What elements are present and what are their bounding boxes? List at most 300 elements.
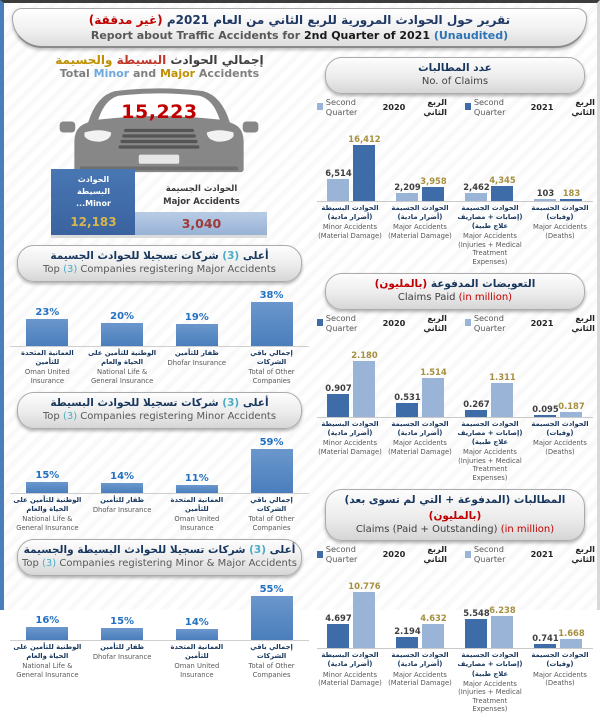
category-label-en: Major Accidents (Material Damage) [388,439,452,456]
category-label-ar: الحوادث البسيطة (أضرار مادية) [321,419,379,438]
claims-paid-bar-pair-1 [394,367,446,417]
content-columns [4,50,597,721]
claims-paid-bars [317,334,593,418]
report-title-english-seg-0: Report about Traffic Accidents for [90,28,304,42]
top-companies-minor-header [17,392,302,429]
legend-text-ar: الربع الثاني [571,96,595,117]
category-label-ar: ظفار للتأمين [174,348,219,357]
legend-text-en: Second Quarter [473,96,506,117]
category-label-en: Oman United Insurance [174,515,220,532]
claims-paid-outstanding-group-slot-2 [455,605,524,648]
category-label-ar: الحوادث الجسيمة (إصابات + مصاريف علاج طبية) [457,203,523,231]
category-label-3 [525,420,595,482]
bar [396,403,418,417]
category-label-0 [315,420,385,482]
claims-paid-title-ar-seg-1: (بالمليون) [374,278,428,291]
value-label: 1.514 [420,366,447,377]
percent-label: 23% [35,306,60,318]
bar [26,482,68,493]
claims-paid-title-en [328,292,582,305]
chart-claims-paid-outstanding [315,489,595,713]
legend-item-0 [315,97,447,117]
top-companies-minor-title-en-seg-2: Companies registering Minor Accidents [77,411,277,423]
value-label: 4.697 [325,613,352,624]
claims-paid-outstanding-bar-col-2-0 [463,608,489,648]
bar [251,449,293,493]
legend-text-en: Second Quarter [473,312,506,333]
category-label-en: Oman United Insurance [174,662,220,679]
category-label-en: Major Accidents (Injuries + Medical Treatment Expenses) [458,448,522,482]
bar [491,616,513,648]
legend-year: 2020 [382,549,406,560]
bar [26,627,68,640]
value-label: 183 [562,187,581,198]
bar [26,319,68,346]
category-label-3 [525,204,595,266]
category-label-en: Minor Accidents (Material Damage) [318,439,382,456]
no-of-claims-title-en [328,76,582,89]
category-label-3 [234,496,309,532]
claims-paid-outstanding-title-ar-seg-1: (بالمليون) [428,509,482,522]
category-label-ar: الحوادث الجسيمة (أضرار مادية) [391,651,449,669]
bar [396,637,418,648]
top-companies-minor-category-labels [10,496,309,532]
top-companies-minor-major-bar-group-0 [10,615,85,640]
total-accidents-title-en-seg-1: Minor [93,67,133,80]
bar [176,324,218,346]
claims-paid-outstanding-category-labels [315,651,595,713]
top-companies-minor-bar-group-1 [85,471,160,493]
top-companies-major-title-ar-seg-2: شركات تسجيلا للحوادث الجسيمة [50,250,223,262]
report-title-english-seg-1: 2nd Quarter of 2021 [304,28,434,42]
category-label-en: National Life & General Insurance [16,662,79,679]
major-accidents-value: 3,040 [181,216,222,231]
no-of-claims-group-slot-0 [317,134,386,201]
report-title-english-seg-2: (Unaudited) [433,28,509,42]
top-companies-major-bars [10,285,309,347]
bar [327,179,349,201]
category-label-3 [525,651,595,713]
claims-paid-group-slot-3 [524,401,593,417]
category-label-ar: العمانية المتحدة للتأمين [170,642,224,660]
chart-top-companies-minor [6,392,313,532]
total-accidents-title-ar-seg-2: والجسيمة [55,53,117,67]
percent-label: 19% [184,311,209,323]
bar [465,193,487,201]
total-accidents-title-ar [6,53,313,67]
bar [534,199,556,201]
percent-label: 11% [184,472,209,484]
minor-label-en: ...Minor [75,199,111,208]
no-of-claims-bar-pair-3 [532,188,584,201]
claims-paid-outstanding-group-slot-1 [386,613,455,648]
bar [422,187,444,201]
category-label-ar: العمانية المتحدة للتأمين [21,348,74,366]
value-label: 4.632 [420,613,447,624]
percent-label: 14% [110,470,135,482]
top-companies-minor-title-ar-seg-1: (3) [222,397,240,410]
claims-paid-outstanding-bar-col-1-0 [394,626,420,648]
bar [353,361,375,417]
total-accidents-title-ar-seg-0: إجمالي الحوادث [166,53,264,67]
category-label-ar: الحوادث الجسيمة (وفيات) [531,651,589,669]
top-companies-minor-title-ar-seg-2: شركات تسجيلا للحوادث البسيطة [50,397,223,410]
no-of-claims-title-ar [328,61,582,76]
legend-year: 2020 [382,317,406,328]
report-title-arabic [13,12,586,29]
category-label-1 [385,651,455,713]
category-label-en: National Life & General Insurance [16,515,79,532]
bar [560,639,582,648]
claims-paid-bar-pair-0 [325,350,377,417]
value-label: 6.238 [489,605,516,616]
value-label: 0.531 [394,391,421,402]
top-companies-minor-bar-group-2 [159,473,234,493]
category-label-en: Major Accidents (Injuries + Medical Treatment Expenses) [458,232,522,266]
value-label: 4,345 [489,174,516,185]
value-label: 103 [536,187,555,198]
no-of-claims-bar-pair-0 [325,133,381,201]
claims-paid-bar-pair-2 [463,372,515,417]
left-column [6,51,313,721]
category-label-en: Total of Other Companies [248,662,295,679]
top-companies-minor-bar-group-3 [234,437,309,493]
total-accidents-title-en-seg-0: Total [59,67,94,80]
top-companies-minor-major-category-labels [10,643,309,679]
legend-item-0 [315,313,447,333]
no-of-claims-group-slot-2 [455,175,524,201]
category-label-en: Dhofar Insurance [167,358,227,367]
legend-text-ar: الربع الثاني [423,96,447,117]
claims-paid-outstanding-bar-col-0-0 [325,613,351,648]
top-companies-minor-title-en-seg-0: Top [42,411,63,423]
value-label: 0.095 [532,403,559,414]
bar [327,394,349,417]
major-accidents-column [135,183,267,235]
chart-top-companies-major [6,245,313,385]
claims-paid-outstanding-bar-col-2-1 [489,605,515,648]
claims-paid-bar-col-0-1 [351,350,377,417]
percent-label: 55% [259,583,284,595]
major-label-ar: الحوادث الجسيمة [165,184,238,195]
report-title-arabic-seg-0: تقرير حول الحوادث المرورية للربع الثاني من العام 2021م [162,13,511,27]
bar [101,483,143,493]
claims-paid-outstanding-bar-pair-2 [463,605,515,648]
claims-paid-title-ar [328,277,582,292]
value-label: 10.776 [348,581,381,592]
no-of-claims-legend [315,97,595,117]
claims-paid-outstanding-title-ar [328,493,582,523]
category-label-ar: الحوادث الجسيمة (أضرار مادية) [391,203,449,221]
value-label: 1.668 [558,628,585,639]
no-of-claims-bar-col-3-1 [558,188,584,201]
top-companies-minor-major-title-ar-seg-2: شركات تسجيلا للحوادث البسيطة والجسيمة [23,544,250,557]
legend-swatch-0 [317,319,323,326]
value-label: 16,412 [348,133,381,144]
top-companies-minor-bar-group-0 [10,470,85,493]
category-label-0 [315,651,385,713]
legend-swatch-0 [317,551,323,558]
total-accidents-section [6,51,313,238]
value-label: 2.180 [351,349,378,360]
legend-swatch-1 [465,551,471,558]
claims-paid-outstanding-group-slot-3 [524,628,593,648]
top-companies-major-title-en-seg-0: Top [43,264,64,276]
minor-label-ar-line1: الحوادث [77,175,110,184]
minor-label-ar-line2: البسيطة [76,187,110,196]
bar [101,323,143,346]
top-companies-major-title-en-seg-1: (3) [63,264,78,276]
bar [422,378,444,417]
bar [534,644,556,648]
claims-paid-bar-col-1-1 [420,367,446,417]
value-label: 3,958 [420,175,447,186]
category-label-ar: ظفار للتأمين [100,495,145,504]
category-label-2 [455,204,525,266]
legend-text-en: Second Quarter [325,544,358,565]
category-label-1 [85,496,160,532]
category-label-en: National Life & General Insurance [90,368,154,385]
bar [176,485,218,493]
top-companies-minor-major-title-ar [20,543,299,558]
claims-paid-bar-col-2-0 [463,399,489,417]
chart-claims-paid [315,273,595,482]
top-companies-major-bar-group-0 [10,307,85,346]
value-label: 1.311 [489,371,516,382]
category-label-en: Dhofar Insurance [92,505,152,514]
category-label-ar: العمانية المتحدة للتأمين [170,495,224,513]
value-label: 2,462 [463,181,490,192]
report-header-banner [12,8,587,48]
minor-accidents-bar [51,169,135,235]
report-title-arabic-seg-1: (غير مدققة) [88,13,163,27]
claims-paid-outstanding-bar-col-1-1 [420,613,446,648]
no-of-claims-title-ar-seg-0: عدد المطالبات [418,62,492,74]
total-accidents-title-en [6,67,313,80]
category-label-0 [10,643,85,679]
claims-paid-header [325,273,585,310]
top-companies-minor-major-bars [10,579,309,641]
car-front-icon [51,81,267,173]
legend-text-ar: الربع الثاني [423,312,447,333]
category-label-en: Major Accidents (Material Damage) [388,670,452,688]
category-label-0 [10,496,85,532]
claims-paid-legend [315,313,595,333]
category-label-2 [455,420,525,482]
percent-label: 14% [184,616,209,628]
legend-swatch-1 [465,319,471,326]
category-label-en: Dhofar Insurance [92,652,152,661]
bar [560,199,582,201]
category-label-1 [85,349,160,385]
top-companies-minor-title-en-seg-1: (3) [62,411,78,423]
bar [353,592,375,648]
top-companies-minor-title-en [20,411,299,424]
category-label-ar: الحوادث الجسيمة (وفيات) [531,203,589,221]
top-companies-minor-major-bar-group-1 [85,616,160,640]
category-label-ar: الحوادث الجسيمة (وفيات) [531,419,589,438]
top-companies-major-bar-group-2 [159,312,234,346]
category-label-ar: الوطنية للتأمين على الحياة والعام [13,495,82,513]
no-of-claims-bars [317,118,593,202]
legend-text-ar: الربع الثاني [423,544,447,565]
claims-paid-outstanding-header [325,489,585,541]
category-label-en: Oman United Insurance [24,368,70,385]
category-label-en: Minor Accidents (Material Damage) [318,223,382,240]
bar [396,193,418,201]
claims-paid-outstanding-title-ar-seg-0: المطالبات (المدفوعة + التي لم تسوى بعد) [344,494,566,507]
top-companies-major-title-ar-seg-1: (3) [222,250,240,262]
no-of-claims-bar-col-3-0 [532,188,558,201]
top-companies-minor-title-ar [20,396,299,411]
top-companies-major-title-en [20,264,299,277]
no-of-claims-bar-col-0-1 [348,133,381,201]
bar [422,624,444,648]
category-label-ar: ظفار للتأمين [100,642,145,651]
legend-item-1 [463,544,595,564]
category-label-ar: الوطنية للتأمين على الحياة والعام [13,642,82,660]
minor-accidents-value: 12,183 [70,215,117,229]
value-label: 2,209 [394,181,421,192]
claims-paid-outstanding-bar-col-0-1 [348,581,381,648]
category-label-3 [234,643,309,679]
claims-paid-group-slot-2 [455,372,524,417]
legend-item-1 [463,97,595,117]
category-label-0 [315,204,385,266]
category-label-2 [455,651,525,713]
claims-paid-title-en-seg-1: (in million) [458,292,513,304]
claims-paid-bar-col-1-0 [394,392,420,417]
percent-label: 15% [35,469,60,481]
category-label-ar: الحوادث الجسيمة (أضرار مادية) [391,419,449,438]
value-label: 0.187 [558,400,585,411]
no-of-claims-group-slot-3 [524,188,593,201]
category-label-2 [159,349,234,385]
bar [101,628,143,640]
major-accidents-bar [135,212,267,235]
value-label: 6,514 [325,167,352,178]
claims-paid-outstanding-title-en-seg-1: (in million) [500,523,555,535]
percent-label: 16% [35,614,60,626]
value-label: 5.548 [463,608,490,619]
category-label-en: Total of Other Companies [248,368,295,385]
claims-paid-outstanding-legend [315,544,595,564]
claims-paid-group-slot-1 [386,367,455,417]
legend-year: 2021 [530,549,554,560]
top-companies-major-header [17,245,302,282]
no-of-claims-bar-col-2-0 [463,182,489,201]
car-graphic [51,81,267,173]
claims-paid-bar-col-3-0 [532,404,558,417]
legend-text-ar: الربع الثاني [571,544,595,565]
claims-paid-title-en-seg-0: Claims Paid [397,292,459,304]
claims-paid-outstanding-bar-pair-0 [325,581,381,648]
claims-paid-outstanding-bar-col-3-0 [532,633,558,648]
major-accidents-label [135,183,267,208]
category-label-ar: إجمالي باقي الشركات [250,642,293,660]
claims-paid-bar-col-2-1 [489,372,515,417]
no-of-claims-header [325,57,585,94]
top-companies-major-title-ar-seg-0: أعلى [239,250,269,262]
category-label-ar: الحوادث البسيطة (أضرار مادية) [321,651,379,669]
category-label-en: Major Accidents (Deaths) [532,670,587,688]
category-label-ar: الحوادث الجسيمة (إصابات + مصاريف علاج طبية) [457,651,523,678]
percent-label: 38% [259,289,284,301]
claims-paid-outstanding-title-en-seg-0: Claims (Paid + Outstanding) [355,523,501,535]
top-companies-minor-major-title-en-seg-2: Companies registering Minor & Major Accidents [56,558,298,570]
bar [251,302,293,346]
top-companies-major-bar-group-1 [85,311,160,346]
percent-label: 20% [110,310,135,322]
claims-paid-outstanding-bar-pair-3 [532,628,584,648]
legend-year: 2020 [382,101,406,112]
no-of-claims-bar-col-1-1 [420,176,446,201]
category-label-en: Total of Other Companies [248,515,295,532]
claims-paid-bar-col-0-0 [325,383,351,417]
category-label-ar: الحوادث البسيطة (أضرار مادية) [321,203,379,221]
top-companies-minor-major-title-en [20,558,299,571]
legend-year: 2021 [530,101,554,112]
category-label-1 [85,643,160,679]
top-companies-minor-major-title-ar-seg-1: (3) [249,544,267,557]
bar [176,629,218,640]
bar [534,415,556,417]
bar [491,186,513,201]
claims-paid-category-labels [315,420,595,482]
no-of-claims-title-en-seg-0: No. of Claims [421,76,489,88]
claims-paid-bar-pair-3 [532,401,584,417]
category-label-ar: إجمالي باقي الشركات [250,495,293,513]
top-companies-major-title-ar [20,249,299,264]
top-companies-minor-bars [10,432,309,494]
total-accidents-title-en-seg-3: Major [159,67,199,80]
legend-year: 2021 [530,317,554,328]
top-companies-minor-major-title-en-seg-1: (3) [42,558,57,570]
top-companies-minor-major-header [17,539,302,576]
no-of-claims-category-labels [315,204,595,266]
claims-paid-outstanding-bar-pair-1 [394,613,446,648]
no-of-claims-bar-col-2-1 [489,175,515,201]
claims-paid-outstanding-title-en [328,524,582,537]
legend-text-en: Second Quarter [325,312,358,333]
no-of-claims-bar-pair-1 [394,176,446,201]
top-companies-minor-title-ar-seg-0: أعلى [239,397,269,410]
bar [251,596,293,640]
report-title-english [13,29,586,43]
no-of-claims-bar-pair-2 [463,175,515,201]
claims-paid-outstanding-group-slot-0 [317,581,386,648]
no-of-claims-group-slot-1 [386,176,455,201]
total-accidents-title-en-seg-4: Accidents [198,67,260,80]
bar [560,412,582,417]
no-of-claims-bar-col-0-0 [325,168,351,201]
category-label-en: Major Accidents (Material Damage) [388,223,452,240]
value-label: 2.194 [394,626,421,637]
total-accidents-title-ar-seg-1: البسيطة [116,53,167,67]
legend-text-ar: الربع الثاني [571,312,595,333]
category-label-0 [10,349,85,385]
category-label-1 [385,204,455,266]
legend-swatch-0 [317,103,323,110]
category-label-en: Minor Accidents (Material Damage) [318,670,382,688]
minor-major-bars [51,169,267,238]
category-label-en: Major Accidents (Deaths) [532,439,587,456]
legend-item-1 [463,313,595,333]
bar [465,410,487,417]
top-companies-minor-major-title-ar-seg-0: أعلى [266,544,296,557]
legend-item-0 [315,544,447,564]
category-label-3 [234,349,309,385]
